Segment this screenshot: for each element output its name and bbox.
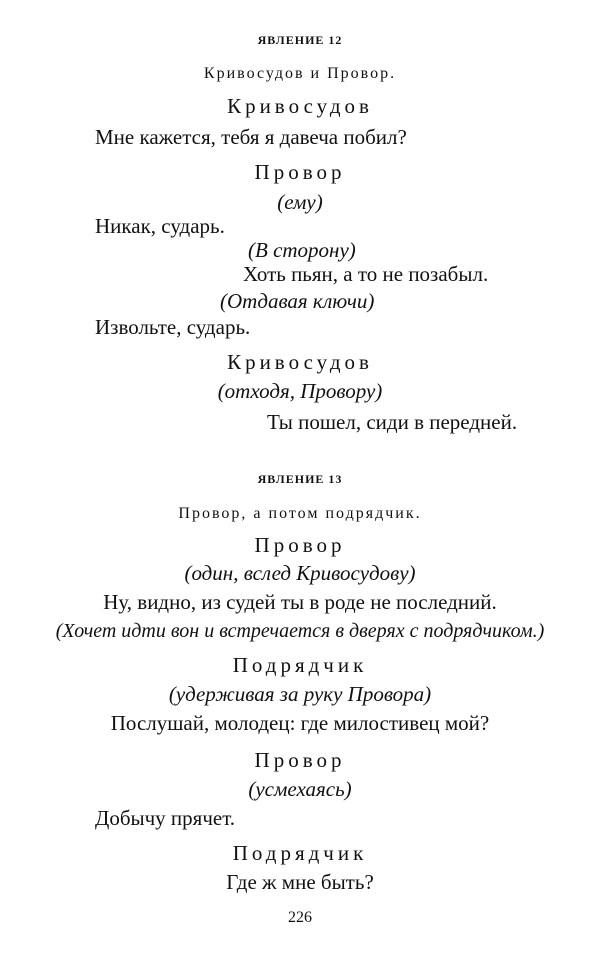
speech-line: Хоть пьян, а то не позабыл.: [243, 262, 489, 286]
speaker-name: Провор: [254, 533, 346, 557]
speech-line: Мне кажется, тебя я давеча побил?: [95, 125, 407, 149]
stage-direction: (усмехаясь): [248, 777, 352, 801]
speech-line: Где ж мне быть?: [226, 870, 374, 894]
speech-line: Ты пошел, сиди в передней.: [267, 410, 518, 434]
speaker-name: Провор: [254, 160, 346, 184]
speaker-name: Кривосудов: [227, 350, 373, 374]
stage-direction: (В сторону): [248, 238, 356, 262]
stage-direction: (отходя, Провору): [217, 379, 383, 403]
speech-line: Добычу прячет.: [95, 806, 236, 830]
stage-direction: (Хочет идти вон и встречается в дверях с подрядчиком.): [55, 620, 545, 642]
stage-direction: (удерживая за руку Провора): [168, 682, 432, 706]
speech-line: Извольте, сударь.: [95, 315, 251, 339]
stage-direction: (ему): [277, 190, 323, 214]
page-number: 226: [288, 909, 312, 926]
speech-line: Послушай, молодец: где милостивец мой?: [110, 711, 490, 735]
speech-line: Ну, видно, из судей ты в роде не последний.: [103, 590, 497, 614]
speaker-name: Провор: [254, 748, 346, 772]
scene-13-heading: ЯВЛЕНИЕ 13: [257, 472, 343, 486]
stage-direction: (один, вслед Кривосудову): [184, 561, 416, 585]
speech-line: Никак, сударь.: [95, 214, 225, 238]
speaker-name: Кривосудов: [227, 94, 373, 118]
scene-12-heading: ЯВЛЕНИЕ 12: [257, 33, 343, 47]
stage-direction: (Отдавая ключи): [220, 289, 375, 313]
speaker-name: Подрядчик: [232, 841, 368, 865]
scene-13-cast: Провор, а потом подрядчик.: [178, 505, 422, 522]
scene-12-cast: Кривосудов и Провор.: [203, 65, 397, 82]
speaker-name: Подрядчик: [232, 653, 368, 677]
